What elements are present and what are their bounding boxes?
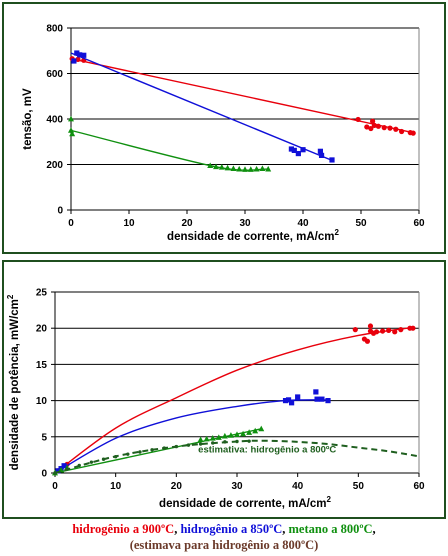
y-tick-label: 400 <box>46 114 63 126</box>
x-tick-label: 50 <box>352 481 364 492</box>
caption-line-2: (estimava para hidrogênio a 800ºC) <box>129 538 319 552</box>
x-axis-title: densidade de corrente, $mA/cm^2$ <box>159 495 331 510</box>
data-point-red <box>392 329 397 334</box>
data-point-red <box>382 125 387 130</box>
x-tick-label: 30 <box>239 218 251 229</box>
data-point-blue <box>295 394 300 399</box>
x-tick-label: 20 <box>170 481 182 492</box>
data-point-dark_green <box>126 452 129 455</box>
data-point-red <box>387 126 392 131</box>
data-point-dark_green <box>53 471 56 474</box>
panel-border <box>3 261 445 518</box>
x-tick-label: 10 <box>110 481 122 492</box>
data-point-red <box>380 328 385 333</box>
data-point-blue <box>71 58 76 63</box>
data-point-blue <box>325 398 330 403</box>
caption-sep-1: , <box>174 522 181 536</box>
data-point-red <box>353 327 358 332</box>
x-tick-label: 40 <box>292 481 304 492</box>
data-point-red <box>398 327 403 332</box>
x-tick-label: 30 <box>231 481 243 492</box>
x-tick-label: 0 <box>52 481 58 492</box>
chart-panel-1 <box>3 3 445 253</box>
data-point-blue <box>289 400 294 405</box>
data-point-red <box>386 328 391 333</box>
data-point-dark_green <box>78 464 81 467</box>
data-point-red <box>365 339 370 344</box>
y-tick-label: 200 <box>46 160 63 171</box>
y-axis-title: densidade de potência, $mW/cm^2$ <box>6 294 21 471</box>
data-point-blue <box>319 397 324 402</box>
data-point-dark_green <box>187 443 190 446</box>
x-tick-label: 0 <box>68 218 74 229</box>
y-tick-label: 0 <box>57 205 63 217</box>
data-point-dark_green <box>65 467 68 470</box>
x-tick-label: 60 <box>413 481 425 492</box>
caption-sep-2: , <box>282 522 289 536</box>
x-tick-label: 20 <box>181 218 193 229</box>
y-tick-label: 25 <box>35 287 47 299</box>
caption-sep-3: , <box>372 522 376 536</box>
data-point-blue <box>300 147 305 152</box>
y-tick-label: 600 <box>46 69 63 80</box>
y-tick-label: 5 <box>41 432 47 444</box>
data-point-red <box>368 323 373 328</box>
y-tick-label: 10 <box>35 396 47 408</box>
data-point-blue <box>81 53 86 58</box>
data-point-red <box>393 127 398 132</box>
data-point-dark_green <box>138 450 141 453</box>
data-point-red <box>399 129 404 134</box>
x-tick-label: 60 <box>413 218 425 229</box>
y-tick-label: 800 <box>46 23 63 35</box>
data-point-blue <box>319 153 324 158</box>
x-axis-title: densidade de corrente, $mA/cm^2$ <box>167 228 339 243</box>
data-point-red <box>376 124 381 129</box>
data-point-blue <box>313 389 318 394</box>
data-point-red <box>356 117 361 122</box>
data-point-dark_green <box>90 460 93 463</box>
data-point-dark_green <box>102 458 105 461</box>
x-tick-label: 40 <box>297 218 309 229</box>
caption-series-blue: hidrogênio a 850ºC <box>180 522 283 536</box>
y-axis-title: tensão, mV <box>22 88 34 150</box>
superscript: 2 <box>6 294 15 300</box>
data-point-dark_green <box>247 439 250 442</box>
data-point-red <box>374 329 379 334</box>
data-point-dark_green <box>223 440 226 443</box>
superscript: 2 <box>334 228 339 237</box>
data-point-dark_green <box>175 445 178 448</box>
caption-series-green: metano a 800ºC <box>288 522 373 536</box>
x-tick-label: 50 <box>355 218 367 229</box>
y-tick-label: 20 <box>35 323 47 335</box>
y-tick-label: 0 <box>41 468 47 480</box>
data-point-dark_green <box>150 448 153 451</box>
data-point-red <box>411 131 416 136</box>
data-point-blue <box>296 151 301 156</box>
data-point-blue <box>314 397 319 402</box>
x-tick-label: 10 <box>123 218 135 229</box>
annotation-label: estimativa: hidrogênio a 800ºC <box>198 444 337 456</box>
data-point-blue <box>329 157 334 162</box>
caption-line-1 <box>0 522 448 537</box>
data-point-dark_green <box>235 440 238 443</box>
y-tick-label: 15 <box>35 359 47 371</box>
data-point-dark_green <box>163 446 166 449</box>
data-point-red <box>410 326 415 331</box>
superscript: 2 <box>326 495 331 504</box>
caption-series-red: hidrogênio a 900ºC <box>72 522 175 536</box>
chart-panel-2 <box>3 261 445 518</box>
data-point-dark_green <box>114 455 117 458</box>
